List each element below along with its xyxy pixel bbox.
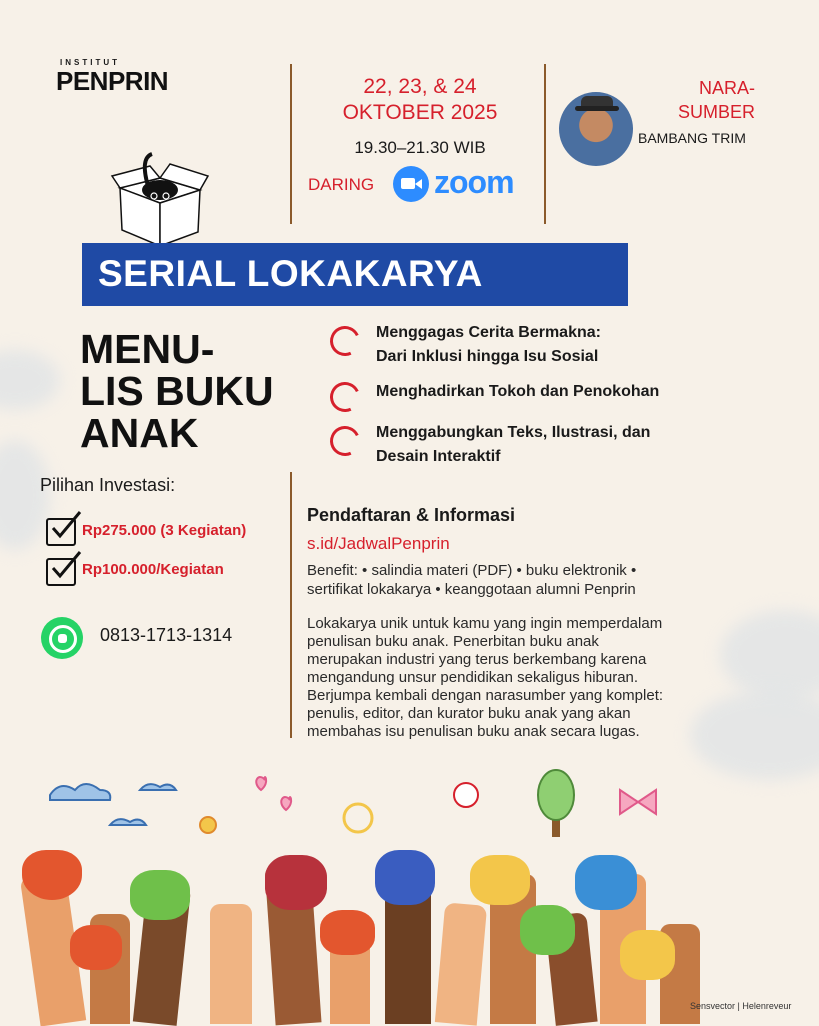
speaker-label-line1: NARA-	[698, 78, 755, 98]
painted-hand	[70, 925, 122, 970]
divider-line	[290, 472, 292, 738]
description-line: Berjumpa kembali dengan narasumber yang komplet:	[307, 687, 664, 704]
event-time: 19.30–21.30 WIB	[354, 138, 486, 157]
benefit-line: Benefit: • salindia materi (PDF) • buku elektronik •	[307, 562, 637, 579]
speaker-label-line2: SUMBER	[677, 102, 755, 122]
event-date-line2: OKTOBER 2025	[342, 101, 498, 124]
logo-penprin: PENPRIN	[56, 66, 169, 96]
topic-line: Desain Interaktif	[376, 448, 501, 465]
workshop-title-line1: MENU-	[80, 326, 215, 372]
whatsapp-icon[interactable]	[41, 617, 83, 659]
divider-line	[290, 64, 292, 224]
description-text	[307, 615, 747, 741]
topic-line: Menggabungkan Teks, Ilustrasi, dan	[376, 424, 651, 441]
topic-text	[376, 321, 601, 369]
series-banner	[82, 243, 628, 306]
tree-doodle-icon	[538, 770, 574, 820]
sun-doodle-icon	[344, 804, 372, 832]
description-line: Lokakarya unik untuk kamu yang ingin memperdalam	[307, 615, 663, 632]
description-line: penulisan buku anak. Penerbitan buku anak	[307, 633, 599, 650]
benefit-text	[307, 561, 737, 599]
benefit-line: sertifikat lokakarya • keanggotaan alumni Penprin	[307, 581, 636, 598]
speaker-label	[640, 76, 755, 124]
speaker-avatar	[559, 92, 633, 166]
hand-arm	[435, 902, 487, 1025]
registration-link[interactable]: s.id/JadwalPenprin	[307, 534, 450, 553]
investment-heading: Pilihan Investasi:	[40, 475, 176, 495]
painted-hand	[620, 930, 675, 980]
topic-line: Menggagas Cerita Bermakna:	[376, 324, 601, 341]
workshop-title	[80, 328, 274, 454]
checkbox-icon	[46, 558, 76, 586]
event-mode: DARING	[308, 175, 375, 194]
painted-hand	[22, 850, 82, 900]
divider-line	[544, 64, 546, 224]
registration-heading: Pendaftaran & Informasi	[307, 505, 516, 525]
painted-hand	[130, 870, 190, 920]
zoom-camera-icon	[393, 166, 429, 202]
painted-hand	[575, 855, 637, 910]
event-date	[300, 74, 540, 126]
price-option: Rp100.000/Kegiatan	[82, 561, 224, 578]
description-line: mengandung unsur pendidikan sekaligus hiburan.	[307, 669, 639, 686]
butterfly-doodle-icon	[620, 790, 656, 814]
workshop-title-line3: ANAK	[80, 410, 199, 456]
zoom-logo: zoom	[434, 164, 514, 200]
painted-hand	[320, 910, 375, 955]
topic-text	[376, 421, 650, 469]
painted-hand	[470, 855, 530, 905]
checkbox-icon	[46, 518, 76, 546]
heart-doodle-icon	[281, 797, 291, 810]
series-banner-text: SERIAL LOKAKARYA	[98, 253, 483, 294]
topic-text	[376, 380, 659, 404]
painted-hand	[265, 855, 327, 910]
circle-bullet-icon	[326, 422, 364, 460]
description-line: membahas isu penulisan buku anak secara lugas.	[307, 723, 640, 740]
topic-line: Dari Inklusi hingga Isu Sosial	[376, 348, 599, 365]
description-line: merupakan industri yang terus berkembang karena	[307, 651, 647, 668]
description-line: penulis, editor, dan kurator buku anak yang akan	[307, 705, 631, 722]
circle-bullet-icon	[326, 378, 364, 416]
logo-institut-text: INSTITUT	[60, 58, 120, 67]
price-option: Rp275.000 (3 Kegiatan)	[82, 522, 247, 539]
painted-hand	[520, 905, 575, 955]
topic-line: Menghadirkan Tokoh dan Penokohan	[376, 383, 660, 400]
cloud-doodle-icon	[140, 784, 176, 790]
workshop-title-line2: LIS BUKU	[80, 368, 274, 414]
cloud-doodle-icon	[110, 819, 146, 825]
cloud-doodle-icon	[50, 784, 110, 800]
cat-in-box-illustration	[110, 148, 210, 248]
doodle-decorations	[40, 760, 780, 850]
flower-doodle-icon	[200, 817, 216, 833]
cloud-decoration	[0, 350, 60, 410]
painted-hand	[375, 850, 435, 905]
speaker-name: BAMBANG TRIM	[638, 130, 746, 146]
image-credit: Sensvector | Helenreveur	[690, 1001, 792, 1011]
phone-number[interactable]: 0813-1713-1314	[100, 625, 233, 645]
ladybug-doodle-icon	[454, 783, 478, 807]
event-date-line1: 22, 23, & 24	[363, 75, 477, 98]
heart-doodle-icon	[256, 777, 266, 790]
hand-arm	[210, 904, 252, 1024]
circle-bullet-icon	[326, 322, 364, 360]
